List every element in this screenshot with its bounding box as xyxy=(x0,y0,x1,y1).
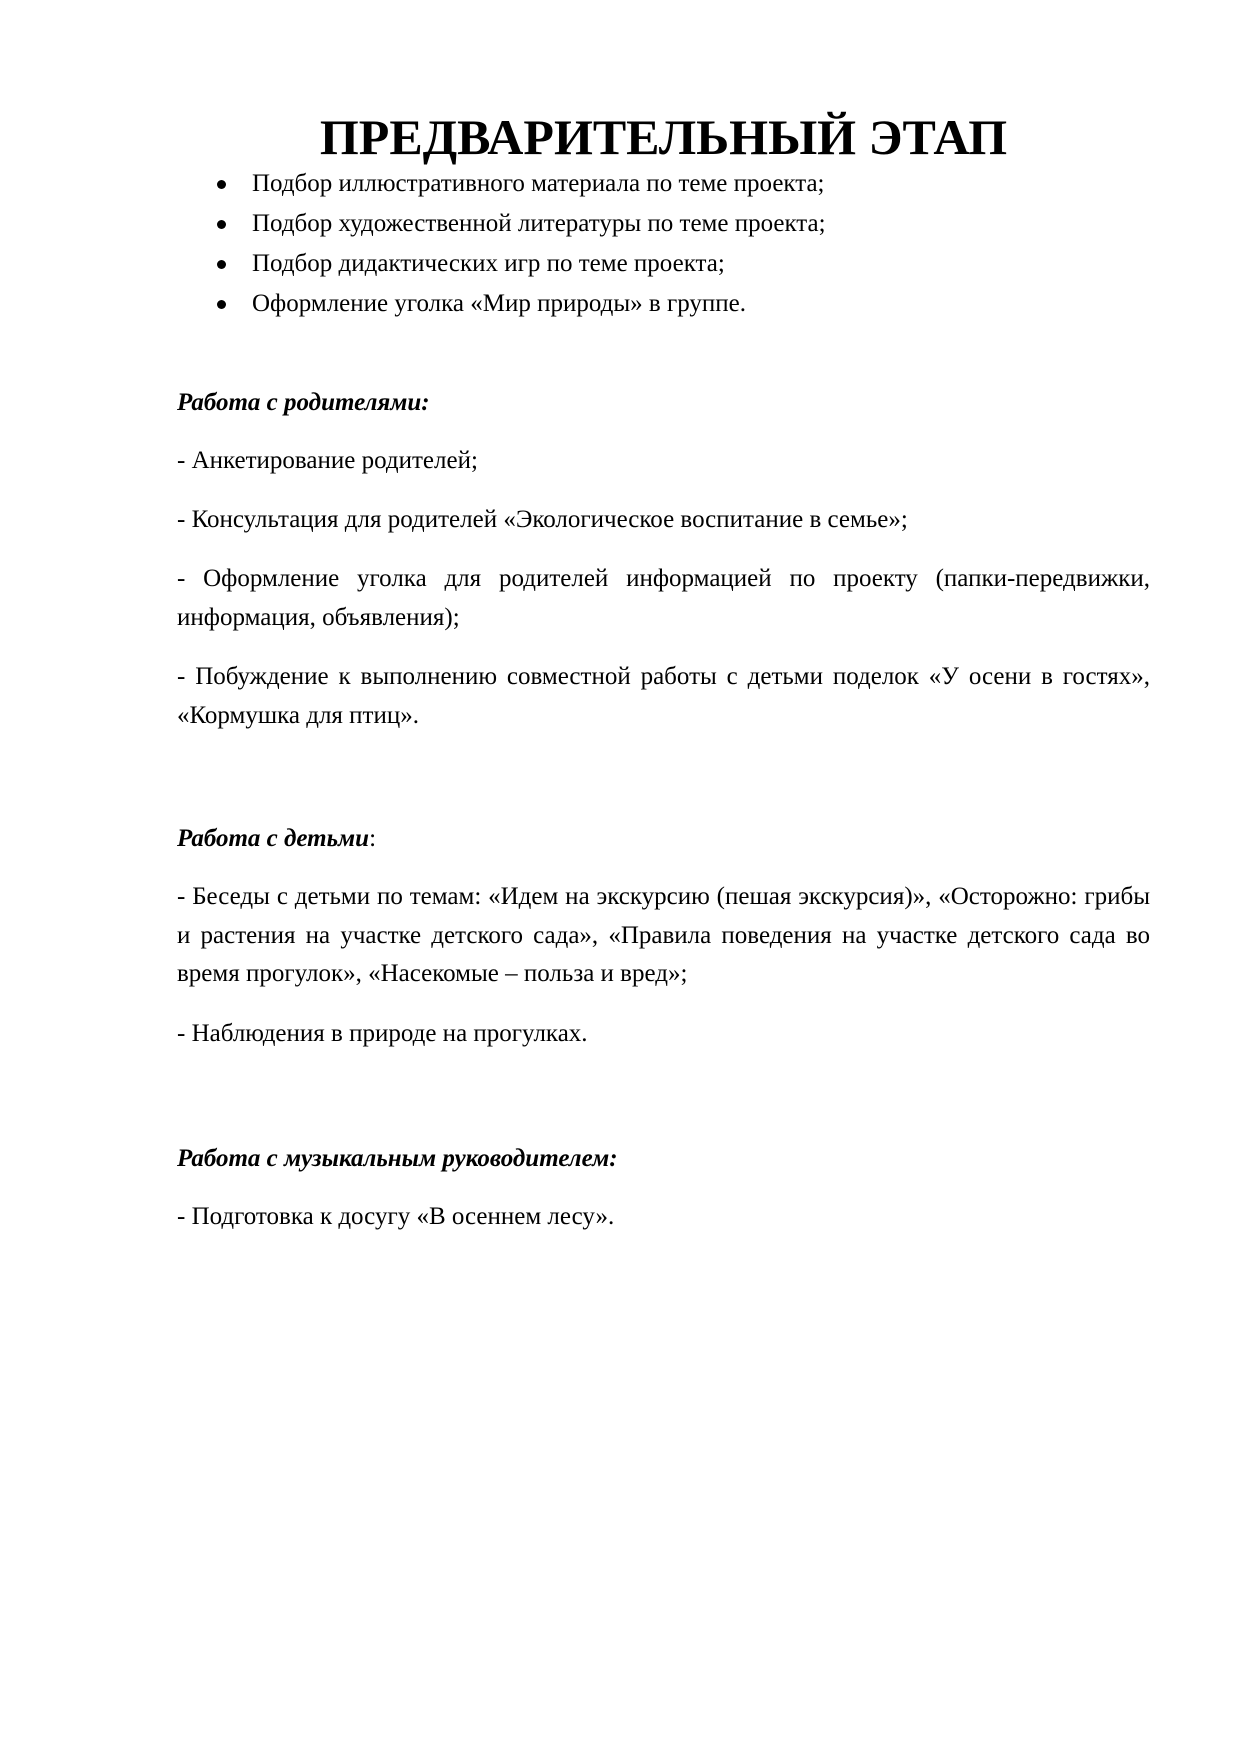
section-heading-children xyxy=(177,820,1150,858)
paragraph: - Подготовка к досугу «В осеннем лесу». xyxy=(177,1203,615,1230)
paragraph: - Анкетирование родителей; xyxy=(177,447,478,474)
bullet-icon xyxy=(217,260,226,269)
section-heading-parents: Работа с родителями: xyxy=(177,389,430,416)
page-content xyxy=(177,109,1150,1237)
page-title: ПРЕДВАРИТЕЛЬНЫЙ ЭТАП xyxy=(319,109,1008,165)
section-heading-colon: : xyxy=(369,825,377,852)
paragraph: - Побуждение к выполнению совместной работы с детьми поделок «У осени в гостях», «Кормушка для птиц». xyxy=(177,663,1150,729)
list-item xyxy=(177,284,1150,324)
list-item-text: Оформление уголка «Мир природы» в группе. xyxy=(252,290,747,317)
list-item-text: Подбор иллюстративного материала по теме проекта; xyxy=(252,170,825,197)
bullet-icon xyxy=(217,300,226,309)
preparation-list xyxy=(177,164,1150,324)
paragraph: - Наблюдения в природе на прогулках. xyxy=(177,1019,588,1047)
section-heading-text: Работа с детьми xyxy=(177,825,370,852)
list-item-text: Подбор художественной литературы по теме проекта; xyxy=(252,210,826,237)
paragraph: - Оформление уголка для родителей информацией по проекту (папки-передвижки, информация, объявления); xyxy=(177,565,1150,631)
paragraph: - Беседы с детьми по темам: «Идем на экскурсию (пешая экскурсия)», «Осторожно: грибы и растения на участке детского сада», «Правила поведения на участке детского сада во время прогулок», «Насекомые – польза и вред»; xyxy=(177,883,1150,987)
list-item xyxy=(177,244,1150,284)
bullet-icon xyxy=(217,220,226,229)
list-item xyxy=(177,164,1150,204)
list-item xyxy=(177,204,1150,244)
paragraph: - Консультация для родителей «Экологическое воспитание в семье»; xyxy=(177,505,908,533)
list-item-text: Подбор дидактических игр по теме проекта; xyxy=(252,250,725,277)
section-heading-music: Работа с музыкальным руководителем: xyxy=(177,1145,618,1172)
bullet-icon xyxy=(217,180,226,189)
